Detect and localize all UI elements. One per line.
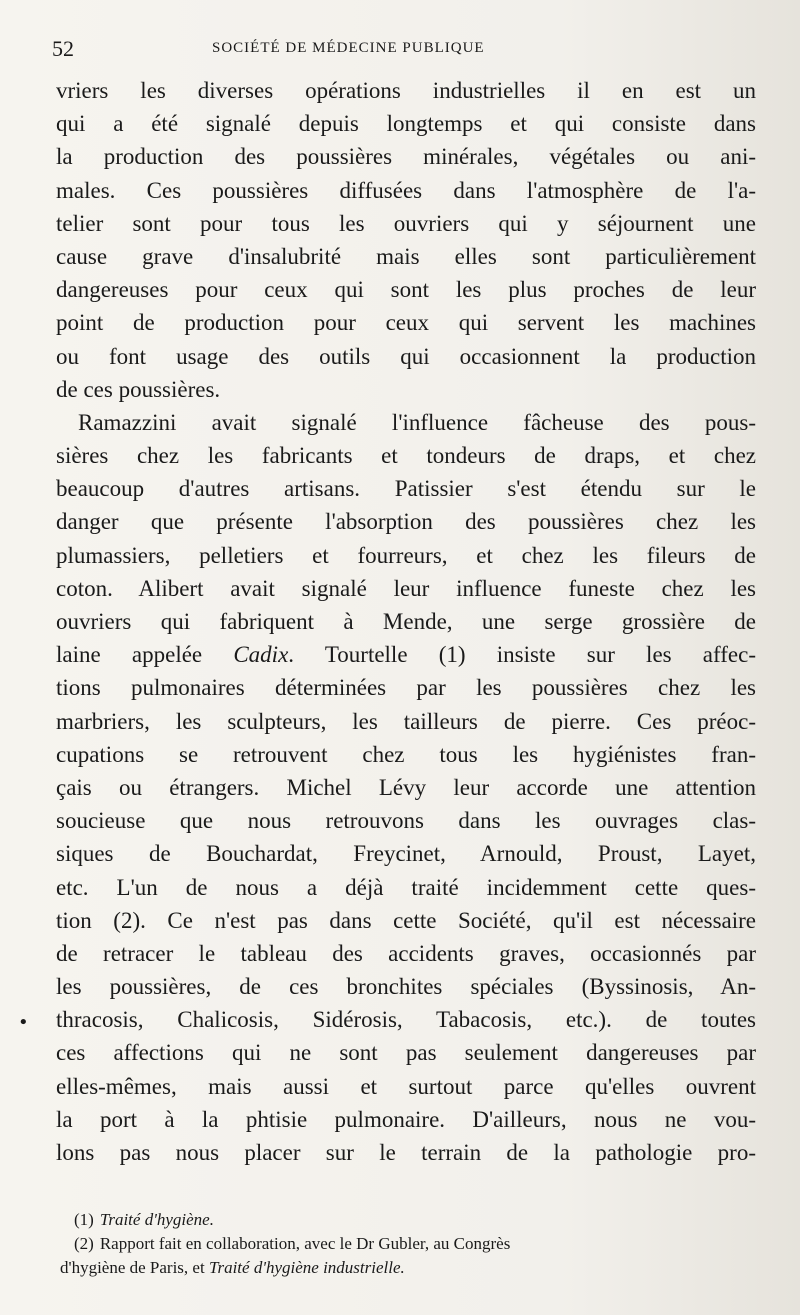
text-line: Ramazzini avait signalé l'influence fâcheuse des pous- <box>78 409 756 435</box>
text-line: marbriers, les sculpteurs, les tailleurs de pierre. Ces préoc- <box>56 708 756 734</box>
text-line: çais ou étrangers. Michel Lévy leur accorde une attention <box>56 774 756 800</box>
text-fragment: . Tourtelle (1) insiste sur les affec- <box>288 642 756 668</box>
text-line: coton. Alibert avait signalé leur influence funeste chez les <box>56 575 756 601</box>
italic-term: Cadix <box>233 642 289 668</box>
footnote-text: Traité d'hygiène. <box>99 1210 214 1229</box>
text-line: cupations se retrouvent chez tous les hygiénistes fran- <box>56 741 756 767</box>
text-line: males. Ces poussières diffusées dans l'atmosphère de l'a- <box>56 177 756 203</box>
text-line-with-italic <box>56 638 756 671</box>
footnote-text: d'hygiène de Paris, et <box>60 1258 209 1277</box>
page-header <box>52 36 752 66</box>
text-line: ouvriers qui fabriquent à Mende, une serge grossière de <box>56 609 756 634</box>
text-line: plumassiers, pelletiers et fourreurs, et chez les fileurs de <box>56 542 756 568</box>
footnote-marker: (1) <box>74 1210 94 1229</box>
footnote-italic-title: Traité d'hygiène industrielle. <box>208 1258 405 1277</box>
text-line: sières chez les fabricants et tondeurs de draps, et chez <box>56 443 756 469</box>
footnote-2-continued <box>60 1256 760 1280</box>
text-line: siques de Bouchardat, Freycinet, Arnould, Proust, Layet, <box>56 841 756 867</box>
text-line: point de production pour ceux qui servent les machines <box>56 310 756 336</box>
text-line: telier sont pour tous les ouvriers qui y séjournent une <box>56 210 756 236</box>
text-line: elles-mêmes, mais aussi et surtout parce qu'elles ouvrent <box>56 1073 756 1099</box>
body-text <box>56 74 756 1169</box>
text-line: les poussières, de ces bronchites spéciales (Byssinosis, An- <box>56 974 756 1000</box>
footnote-1 <box>60 1208 760 1232</box>
text-line: beaucoup d'autres artisans. Patissier s'est étendu sur le <box>56 476 756 502</box>
text-line: la production des poussières minérales, végétales ou ani- <box>56 144 756 170</box>
page-number: 52 <box>52 36 74 61</box>
text-line: la port à la phtisie pulmonaire. D'ailleurs, nous ne vou- <box>56 1106 756 1132</box>
footnotes <box>60 1208 760 1280</box>
text-line: dangereuses pour ceux qui sont les plus proches de leur <box>56 277 756 303</box>
text-fragment: laine appelée <box>56 642 234 668</box>
footnote-marker: (2) <box>74 1234 94 1253</box>
text-line: danger que présente l'absorption des poussières chez les <box>56 509 756 535</box>
text-line: ou font usage des outils qui occasionnent la production <box>56 343 756 369</box>
text-line: lons pas nous placer sur le terrain de la pathologie pro- <box>56 1140 756 1165</box>
text-line: tion (2). Ce n'est pas dans cette Société, qu'il est nécessaire <box>56 907 756 933</box>
text-line: tions pulmonaires déterminées par les poussières chez les <box>56 675 756 701</box>
margin-mark: • <box>18 1012 29 1033</box>
text-line: de ces poussières. <box>56 376 221 402</box>
text-line: vriers les diverses opérations industrielles il en est un <box>56 78 756 103</box>
running-title: SOCIÉTÉ DE MÉDECINE PUBLIQUE <box>212 40 485 56</box>
text-line: de retracer le tableau des accidents graves, occasionnés par <box>56 940 756 966</box>
text-line: cause grave d'insalubrité mais elles sont particulièrement <box>56 243 756 269</box>
text-line: ces affections qui ne sont pas seulement dangereuses par <box>56 1040 756 1066</box>
footnote-2 <box>60 1232 760 1256</box>
text-line: soucieuse que nous retrouvons dans les ouvrages clas- <box>56 808 756 834</box>
text-line: thracosis, Chalicosis, Sidérosis, Tabacosis, etc.). de toutes <box>56 1007 756 1033</box>
text-line: qui a été signalé depuis longtemps et qui consiste dans <box>56 111 756 137</box>
text-line: etc. L'un de nous a déjà traité incidemment cette ques- <box>56 874 756 900</box>
footnote-text: Rapport fait en collaboration, avec le Dr Gubler, au Congrès <box>99 1234 511 1253</box>
